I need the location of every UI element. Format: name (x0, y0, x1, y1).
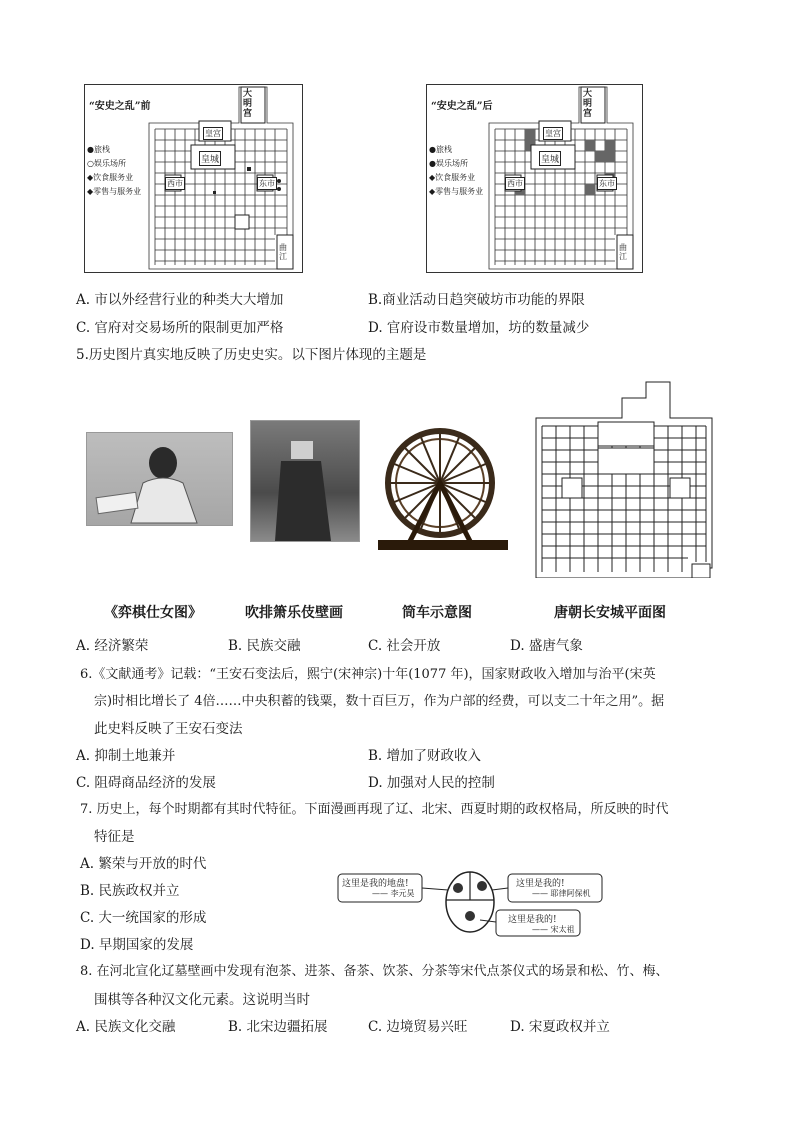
figure-silhouette (87, 433, 232, 525)
palace-label: 大明宫 (583, 89, 593, 119)
q8-option-c: C. 边境贸易兴旺 (368, 1019, 468, 1035)
painting-image (86, 432, 233, 526)
q5-option-c: C. 社会开放 (368, 638, 441, 654)
q6-option-c: C. 阻碍商品经济的发展 (76, 775, 216, 791)
imperial-city-label: 皇城 (199, 151, 221, 166)
map-title: “安史之乱”前 (89, 101, 151, 112)
q6-option-b: B. 增加了财政收入 (368, 748, 482, 764)
q7-stem-line-1: 7. 历史上，每个时期都有其时代特征。下面漫画再现了辽、北宋、西夏时期的政权格局，所反映的时代 (80, 802, 669, 817)
west-market-label: 西市 (507, 179, 523, 188)
palace-label: 大明宫 (243, 89, 253, 119)
q5-option-a: A. 经济繁荣 (76, 638, 149, 654)
map-before-anshi (84, 84, 303, 273)
mural-image (250, 420, 360, 542)
q7-stem-line-2: 特征是 (94, 829, 135, 845)
q4-option-c: C. 官府对交易场所的限制更加严格 (76, 320, 284, 336)
q8-option-b: B. 北宋边疆拓展 (228, 1019, 328, 1035)
q5-option-d: D. 盛唐气象 (510, 638, 583, 654)
bottom-speech: 这里是我的! (508, 915, 557, 925)
left-speech: 这里是我的地盘! (342, 879, 409, 889)
map-title: “安史之乱”后 (431, 101, 493, 112)
east-market-label: 东市 (259, 179, 275, 188)
map-after-anshi (426, 84, 643, 273)
q5-option-b: B. 民族交融 (228, 638, 301, 654)
west-market-label: 西市 (167, 179, 183, 188)
q4-option-b: B.商业活动日趋突破坊市功能的界限 (368, 292, 585, 308)
river-label: 曲江 (279, 243, 287, 261)
q7-option-b: B. 民族政权并立 (80, 883, 180, 899)
palace-city-label: 皇宫 (205, 129, 221, 138)
q6-stem-line-1: 6.《文献通考》记载：“王安石变法后，熙宁(宋神宗)十年(1077 年)，国家财政收入增加与治平(宋英 (80, 667, 656, 682)
caption-mural: 吹排箫乐伎壁画 (245, 605, 343, 621)
river-label: 曲江 (619, 243, 627, 261)
q8-option-a: A. 民族文化交融 (76, 1019, 176, 1035)
waterwheel-icon (378, 425, 508, 550)
right-name: —— 耶律阿保机 (532, 889, 591, 898)
q6-stem-line-3: 此史料反映了王安石变法 (94, 721, 243, 737)
q6-option-d: D. 加强对人民的控制 (368, 775, 495, 791)
bottom-name: —— 宋太祖 (532, 925, 575, 934)
q5-stem: 5.历史图片真实地反映了历史史实。以下图片体现的主题是 (76, 347, 427, 363)
caption-painting: 《弈棋仕女图》 (104, 605, 202, 621)
east-market-label: 东市 (599, 179, 615, 188)
q6-option-a: A. 抑制土地兼并 (76, 748, 176, 764)
q8-stem-line-2: 围棋等各种汉文化元素。这说明当时 (94, 992, 310, 1008)
cartoon (336, 866, 604, 938)
q6-stem-line-2: 宗)时相比增长了 4倍……中央积蓄的钱粟，数十百巨万，作为户部的经费，可以支二十年之用”。据 (94, 694, 665, 709)
q4-option-d: D. 官府设市数量增加，坊的数量减少 (368, 320, 590, 336)
city-plan (522, 378, 722, 578)
caption-waterwheel: 筒车示意图 (402, 605, 472, 621)
q8-option-d: D. 宋夏政权并立 (510, 1019, 610, 1035)
left-name: —— 李元昊 (372, 889, 415, 898)
imperial-city-label: 皇城 (539, 151, 561, 166)
q7-option-a: A. 繁荣与开放的时代 (80, 856, 207, 872)
palace-city-label: 皇宫 (545, 129, 561, 138)
q7-option-d: D. 早期国家的发展 (80, 937, 194, 953)
caption-changan-plan: 唐朝长安城平面图 (554, 605, 666, 621)
waterwheel-image (378, 425, 508, 550)
changan-plan-image (522, 378, 722, 578)
q7-option-c: C. 大一统国家的形成 (80, 910, 207, 926)
right-speech: 这里是我的! (516, 879, 565, 889)
map-legend: ●旅栈 ●娱乐场所 ◆饮食服务业 ◆零售与服务业 (429, 145, 484, 196)
q8-stem-line-1: 8. 在河北宣化辽墓壁画中发现有泡茶、进茶、备茶、饮茶、分茶等宋代点茶仪式的场景和松、竹、梅、 (80, 964, 669, 979)
musician-silhouette (251, 421, 359, 541)
q4-option-a: A. 市以外经营行业的种类大大增加 (76, 292, 284, 308)
map-legend: ●旅栈 ○娱乐场所 ◆饮食服务业 ◆零售与服务业 (87, 145, 142, 196)
